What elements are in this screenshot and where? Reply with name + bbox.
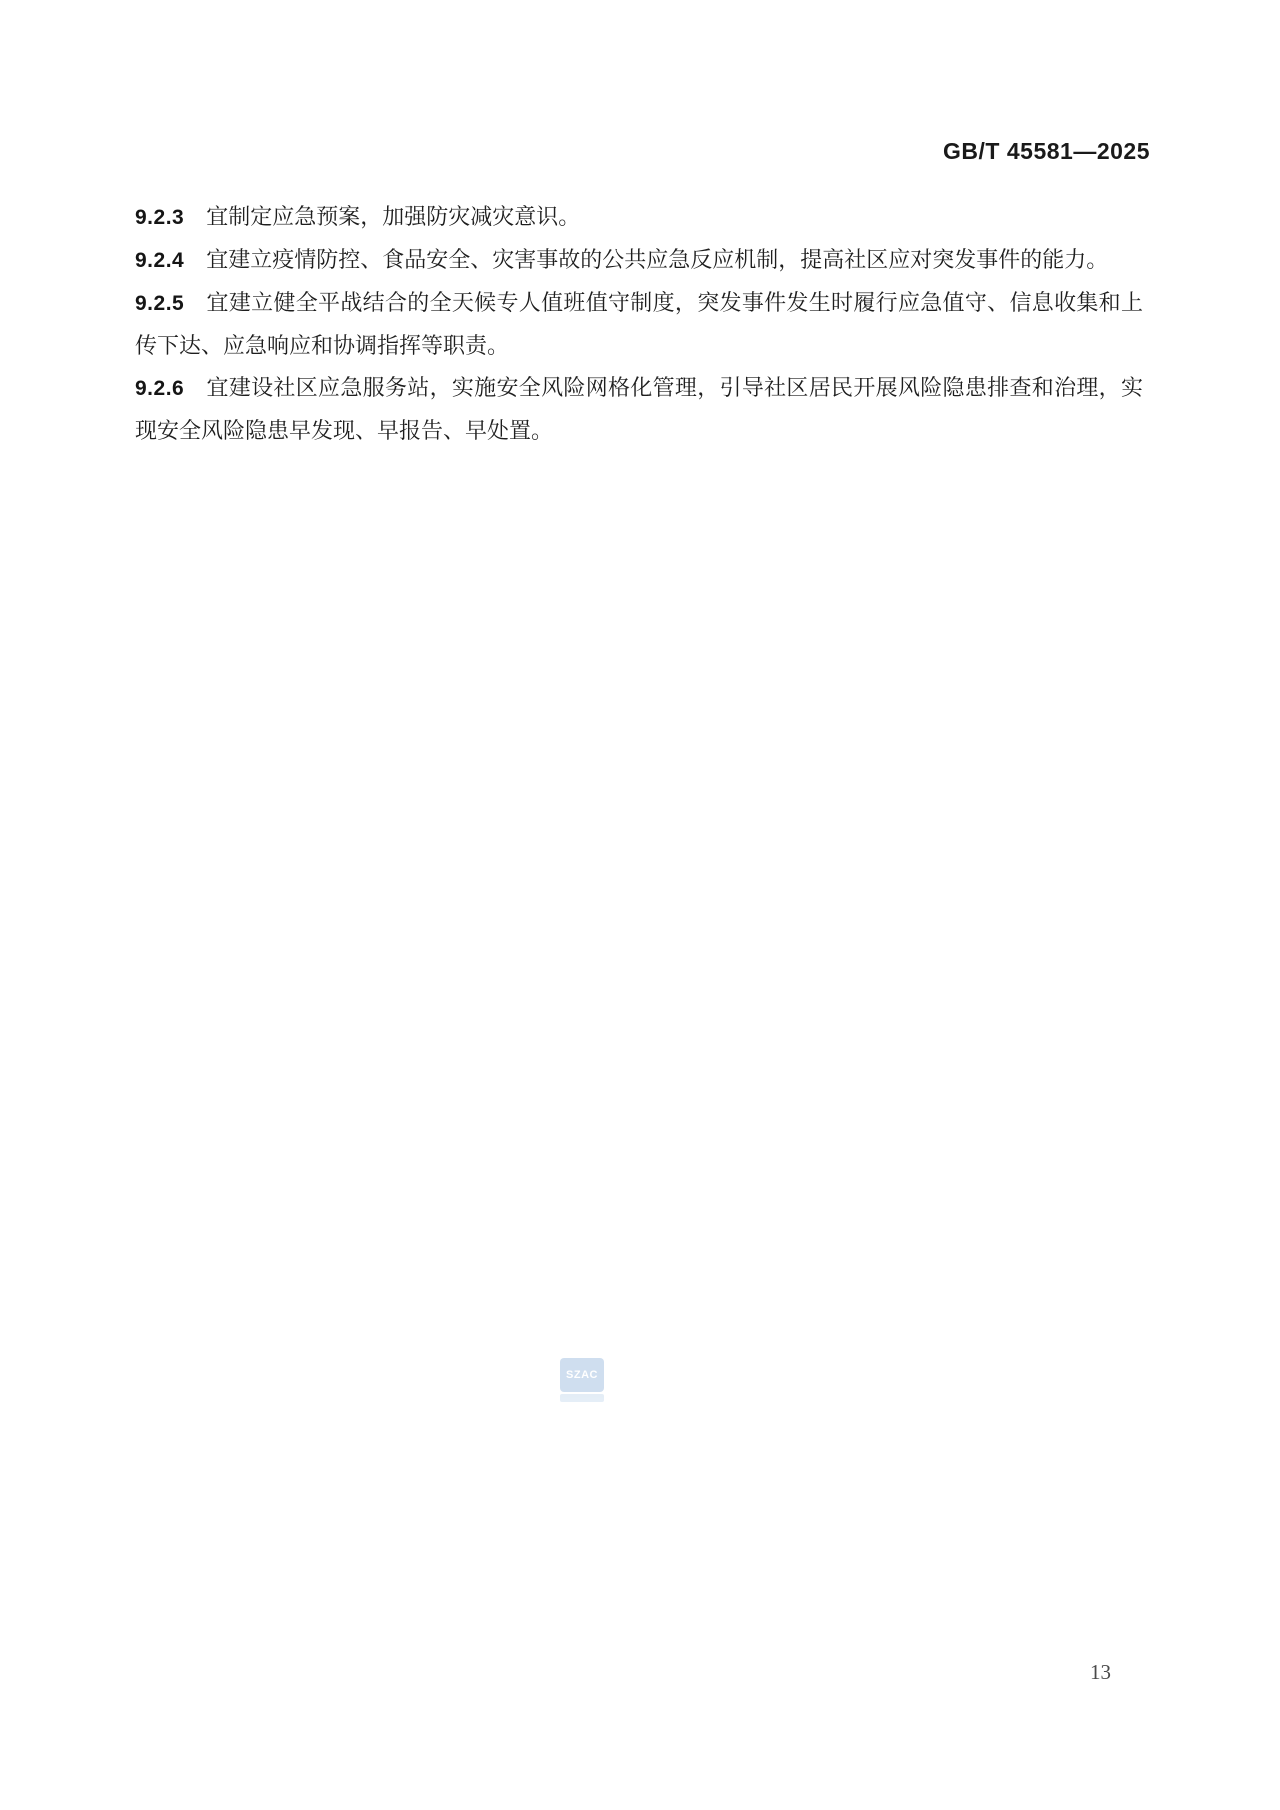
clause-text: 宜建立疫情防控、食品安全、灾害事故的公共应急反应机制，提高社区应对突发事件的能力。 xyxy=(206,247,1109,272)
clause-9-2-6 xyxy=(135,367,1143,452)
clause-text: 宜建设社区应急服务站，实施安全风险网格化管理，引导社区居民开展风险隐患排查和治理，实现安全风险隐患早发现、早报告、早处置。 xyxy=(135,375,1143,443)
standard-number-header: GB/T 45581—2025 xyxy=(943,138,1150,164)
body-text-block xyxy=(135,196,1143,452)
clause-number: 9.2.6 xyxy=(135,377,185,400)
szac-watermark-logo xyxy=(560,1358,604,1404)
clause-text: 宜制定应急预案，加强防灾减灾意识。 xyxy=(206,204,581,229)
clause-text: 宜建立健全平战结合的全天候专人值班值守制度，突发事件发生时履行应急值守、信息收集和上传下达、应急响应和协调指挥等职责。 xyxy=(135,290,1143,358)
page-number: 13 xyxy=(1090,1660,1111,1684)
clause-9-2-4 xyxy=(135,239,1143,282)
clause-number: 9.2.3 xyxy=(135,206,185,229)
clause-9-2-5 xyxy=(135,282,1143,367)
clause-9-2-3 xyxy=(135,196,1143,239)
watermark-logo-label: SZAC xyxy=(566,1369,598,1381)
watermark-logo-base xyxy=(560,1394,604,1402)
clause-number: 9.2.5 xyxy=(135,292,185,315)
watermark-logo-box xyxy=(560,1358,604,1392)
clause-number: 9.2.4 xyxy=(135,249,185,272)
